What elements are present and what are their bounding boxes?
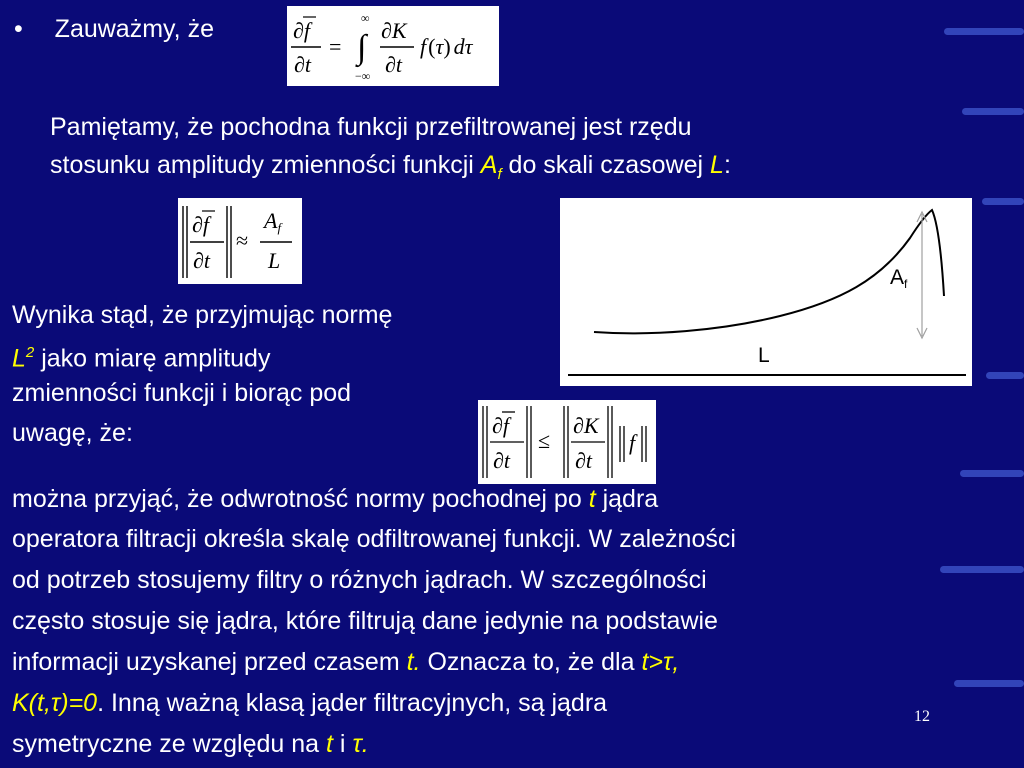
para3-line3: od potrzeb stosujemy filtry o różnych jądrach. W szczególności [12,566,707,594]
decor-stripe [960,470,1024,477]
svg-text:Af: Af [264,208,282,235]
svg-text:≈: ≈ [236,228,249,253]
svg-text:∫: ∫ [357,29,367,66]
para3-line4: często stosuje się jądra, które filtrują dane jedynie na podstawie [12,607,718,635]
para3-line2: operatora filtracji określa skalę odfiltrowanej funkcji. W zależności [12,525,736,553]
bullet: • [14,15,23,43]
page-number: 12 [914,708,930,725]
svg-text:∂t: ∂t [193,248,210,273]
svg-text:−∞: −∞ [355,69,371,83]
svg-text:∂f: ∂f [492,413,509,438]
intro-text: Zauważmy, że [54,15,214,43]
svg-text:Af: Af [890,266,908,291]
para3-line1: można przyjąć, że odwrotność normy pochodnej po t jądra [12,485,659,513]
formula-approx [178,198,302,284]
svg-text:∂K: ∂K [573,413,599,438]
para3-line6: K(t,τ)=0. Inną ważną klasą jąder filtracyjnych, są jądra [12,689,608,717]
para2-line2: $L^2$ jako miarę amplitudy [12,344,271,373]
decor-stripe [962,108,1024,115]
decor-stripe [982,198,1024,205]
decor-stripe [986,372,1024,379]
para2-line3: zmienności funkcji i biorąc pod [12,379,352,407]
para1-line2: stosunku amplitudy zmienności funkcji $A_f$ do skali czasowej L: [50,151,731,183]
decor-stripe [944,28,1024,35]
svg-text:∂t: ∂t [575,448,592,473]
amp-label: A [890,266,905,289]
svg-text:∂t: ∂t [385,52,402,77]
svg-text:∂t: ∂t [493,448,510,473]
svg-text:L: L [268,248,281,273]
svg-text:∂f: ∂f [293,18,310,43]
svg-text:f: f [629,430,636,455]
formula-norm-inequality [478,400,656,484]
decor-stripe [940,566,1024,573]
amplitude-graph [560,198,972,386]
para2-line4: uwagę, że: [12,419,133,447]
para2-line1: Wynika stąd, że przyjmując normę [12,301,393,329]
svg-text:=: = [329,34,342,59]
intro-line [14,10,214,48]
para3-line5: informacji uzyskanej przed czasem t. Oznacza to, że dla t>τ, [12,648,680,676]
scale-symbol: L [710,151,724,179]
para3-line7: symetryczne ze względu na t i τ. [12,730,369,758]
svg-text:f(τ)dτ: f(τ) dτ [420,34,473,59]
scale-label: L [758,344,770,367]
svg-text:∂f: ∂f [192,212,209,237]
svg-text:∂K: ∂K [381,18,407,43]
amplitude-symbol: A [480,151,498,179]
para1-line1: Pamiętamy, że pochodna funkcji przefiltrowanej jest rzędu [50,113,692,141]
svg-text:∂t: ∂t [294,52,311,77]
formula-derivative-integral [287,6,499,86]
decor-stripe [954,680,1024,687]
svg-text:≤: ≤ [538,428,551,453]
svg-text:∞: ∞ [361,11,370,25]
